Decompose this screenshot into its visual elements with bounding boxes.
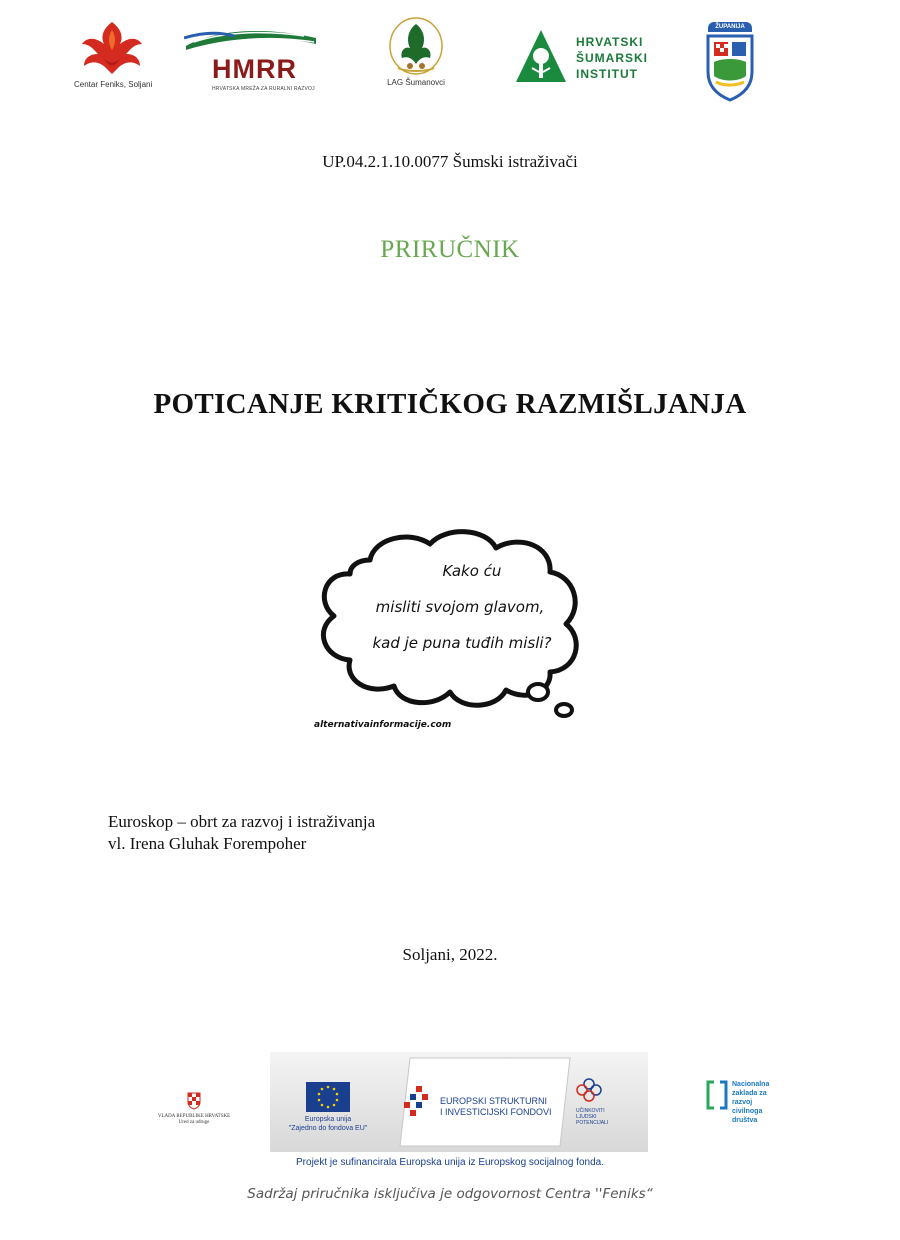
logo-hrvatski-sumarski-institut	[514, 14, 660, 96]
vlada-logo	[156, 1092, 232, 1126]
tree-triangle-icon	[514, 28, 568, 84]
coat-of-arms-icon	[704, 32, 756, 102]
place-date: Soljani, 2022.	[402, 945, 498, 964]
cloud-text-line: kad je puna tuđih misli?	[372, 634, 552, 652]
hsi-line: HRVATSKI	[576, 35, 644, 49]
logo-centar-feniks	[74, 14, 153, 96]
phoenix-logo-icon	[74, 14, 150, 80]
illustration-source: alternativainformacije.com	[314, 720, 452, 730]
eu-flag-icon	[306, 1082, 350, 1112]
county-caption: ŽUPANIJA	[708, 22, 752, 32]
nzrcd-caption	[732, 1080, 769, 1125]
ljudski-line: POTENCIJALI	[576, 1120, 609, 1126]
nzrcd-line: Nacionalna	[732, 1081, 770, 1088]
logo-hmrr	[184, 14, 318, 96]
ljudski-line: LJUDSKI	[576, 1114, 597, 1120]
nzrcd-line: društva	[732, 1117, 758, 1124]
logo-lag-sumanovci	[380, 14, 452, 96]
esif-title	[440, 1096, 552, 1118]
hsi-line: ŠUMARSKI	[576, 51, 649, 65]
eu-caption: "Zajedno do fondova EU"	[288, 1125, 368, 1132]
croatian-coat-of-arms-icon	[187, 1092, 201, 1110]
esif-line: I INVESTICIJSKI FONDOVI	[440, 1107, 552, 1117]
hsi-line: INSTITUT	[576, 67, 638, 81]
hmrr-logo-text: HMRR	[212, 54, 297, 84]
esif-squares-icon	[404, 1086, 434, 1120]
logo-caption: LAG Šumanovci	[387, 78, 445, 87]
vlada-caption: Ured za udruge	[178, 1120, 210, 1125]
thought-cloud-illustration	[300, 520, 600, 740]
cofunding-statement: Projekt je sufinancirala Europska unija iz Europskog socijalnog fonda.	[296, 1157, 604, 1168]
logo-county	[704, 14, 756, 96]
nzrcd-line: zaklada za	[732, 1090, 767, 1097]
hsi-logo-text	[576, 34, 648, 82]
hmrr-fields-icon	[184, 24, 318, 54]
hmrr-logo-subtitle: HRVATSKA MREŽA ZA RURALNI RAZVOJ	[212, 86, 315, 92]
vlada-caption: VLADA REPUBLIKE HRVATSKE	[157, 1114, 231, 1119]
eu-funding-banner	[270, 1052, 648, 1152]
ljudski-line: UČINKOVITI	[576, 1108, 605, 1114]
manual-label: PRIRUČNIK	[380, 236, 520, 263]
document-title: POTICANJE KRITIČKOG RAZMIŠLJANJA	[153, 388, 747, 420]
logo-caption: Centar Feniks, Soljani	[74, 80, 153, 89]
eu-caption: Europska unija	[304, 1116, 352, 1123]
ljudski-potencijali-caption	[576, 1108, 608, 1126]
nzrcd-line: civilnoga	[732, 1108, 763, 1115]
project-code: UP.04.2.1.10.0077 Šumski istraživači	[322, 152, 578, 171]
flower-logo-icon	[574, 1076, 604, 1106]
thought-cloud-icon	[300, 520, 600, 740]
cloud-text-line: Kako ću	[442, 562, 502, 580]
cloud-text-line: misliti svojom glavom,	[375, 598, 545, 616]
esif-line: EUROPSKI STRUKTURNI	[440, 1096, 548, 1106]
author-line: Euroskop – obrt za razvoj i istraživanja	[108, 812, 376, 831]
oak-leaves-icon	[380, 14, 452, 78]
nzrcd-line: razvoj	[732, 1099, 753, 1106]
disclaimer: Sadržaj priručnika isključiva je odgovornost Centra ''Feniks“	[247, 1186, 653, 1202]
bracket-icon	[706, 1080, 728, 1110]
author-line: vl. Irena Gluhak Forempoher	[108, 834, 307, 853]
